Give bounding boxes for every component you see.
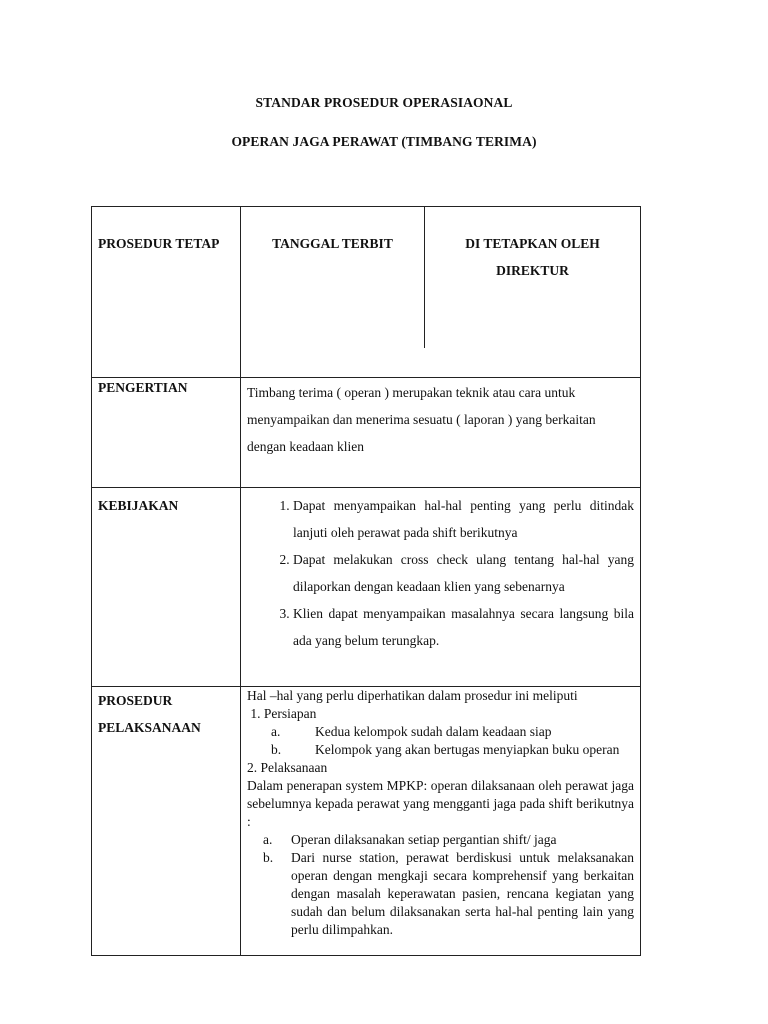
list-item bbox=[247, 741, 634, 759]
pengertian-label: PENGERTIAN bbox=[92, 378, 241, 488]
list-item: 1. Dapat menyampaikan hal-hal penting yang perlu ditindak lanjuti oleh perawat pada shift berikutnya bbox=[293, 492, 634, 546]
item-text: Kelompok yang akan bertugas menyiapkan buku operan bbox=[315, 742, 620, 757]
document-title: STANDAR PROSEDUR OPERASIAONAL bbox=[255, 95, 513, 110]
prosedur-content bbox=[241, 687, 641, 956]
header-info-cell bbox=[241, 207, 641, 378]
prosedur-label-line2: PELAKSANAAN bbox=[98, 720, 201, 735]
item-text: Kedua kelompok sudah dalam keadaan siap bbox=[315, 724, 552, 739]
pelaksanaan-heading: 2. Pelaksanaan bbox=[247, 760, 328, 775]
list-item: 2. Dapat melakukan cross check ulang tentang hal-hal yang dilaporkan dengan keadaan klien yang sebenarnya bbox=[293, 546, 634, 600]
prosedur-label-line1: PROSEDUR bbox=[98, 693, 173, 708]
item-letter: b. bbox=[271, 742, 282, 757]
pelaksanaan-text: Dalam penerapan system MPKP: operan dilaksanaan oleh perawat jaga sebelumnya kepada perawat yang mengganti jaga pada shift berikutnya : bbox=[247, 778, 634, 829]
table-row-kebijakan bbox=[92, 488, 641, 687]
persiapan-heading: 1. Persiapan bbox=[247, 706, 317, 721]
prosedur-pelaksanaan-label bbox=[92, 687, 241, 956]
sop-table bbox=[91, 206, 641, 956]
table-row-prosedur bbox=[92, 687, 641, 956]
table-row-pengertian bbox=[92, 378, 641, 488]
kebijakan-list bbox=[241, 488, 640, 654]
pengertian-text: Timbang terima ( operan ) merupakan teknik atau cara untuk menyampaikan dan menerima sesuatu ( laporan ) yang berkaitan dengan keadaan klien bbox=[241, 378, 641, 488]
item-letter: a. bbox=[263, 832, 273, 847]
list-item bbox=[247, 723, 634, 741]
ditetapkan-oleh-cell bbox=[425, 201, 640, 348]
tanggal-terbit-label: TANGGAL TERBIT bbox=[241, 207, 425, 348]
prosedur-tetap-label: PROSEDUR TETAP bbox=[92, 207, 241, 378]
item-letter: b. bbox=[263, 850, 274, 865]
list-item: 3. Klien dapat menyampaikan masalahnya secara langsung bila ada yang belum terungkap. bbox=[293, 600, 634, 654]
ditetapkan-oleh-label: DI TETAPKAN OLEH bbox=[465, 236, 600, 251]
table-row-header bbox=[92, 207, 641, 378]
list-item bbox=[247, 831, 634, 849]
kebijakan-label: KEBIJAKAN bbox=[92, 488, 241, 687]
kebijakan-content bbox=[241, 488, 641, 687]
direktur-label: DIREKTUR bbox=[496, 263, 569, 278]
document-subtitle: OPERAN JAGA PERAWAT (TIMBANG TERIMA) bbox=[231, 134, 537, 149]
prosedur-intro: Hal –hal yang perlu diperhatikan dalam prosedur ini meliputi bbox=[247, 688, 578, 703]
item-letter: a. bbox=[271, 724, 281, 739]
list-item bbox=[247, 849, 634, 939]
item-text: Operan dilaksanakan setiap pergantian shift/ jaga bbox=[291, 832, 557, 847]
item-text: Dari nurse station, perawat berdiskusi untuk melaksanakan operan dengan mengkaji secara komprehensif yang berkaitan dengan masalah keperawatan pasien, rencana kegiatan yang sudah dan belum dilaksanakan serta hal-hal penting lain yang perlu dilimpahkan. bbox=[291, 850, 634, 937]
